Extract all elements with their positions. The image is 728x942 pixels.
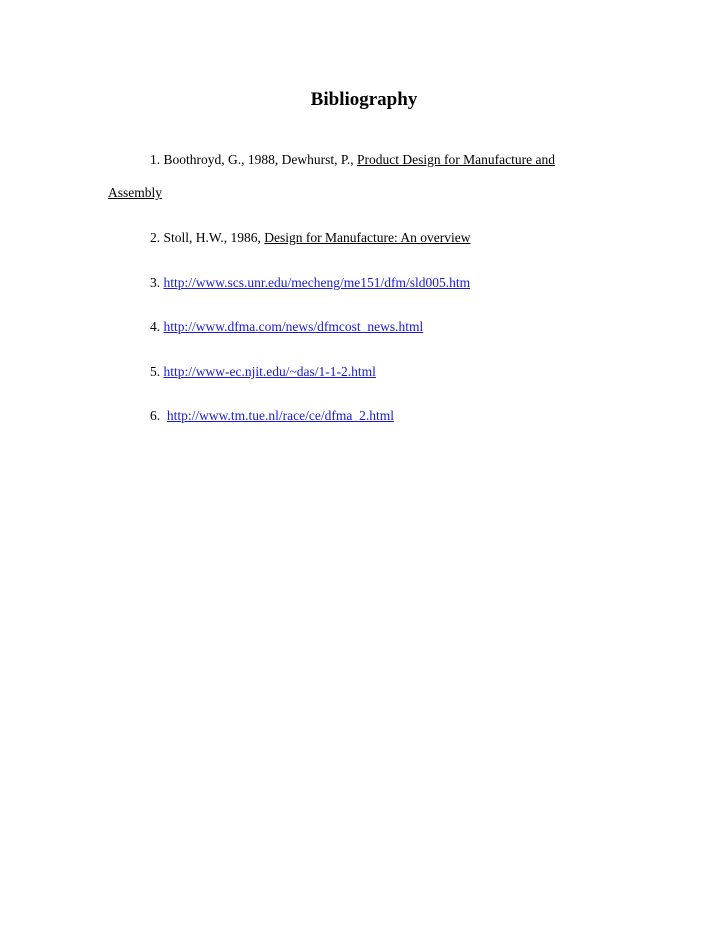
entry-work-title: Product Design for Manufacture and <box>357 152 555 167</box>
entry-number: 6. <box>150 408 161 423</box>
entry-link[interactable]: http://www-ec.njit.edu/~das/1-1-2.html <box>163 364 376 379</box>
entry-work-title: Design for Manufacture: An overview <box>264 230 471 245</box>
bibliography-entry-2 <box>108 230 628 246</box>
bibliography-entry-3 <box>108 275 628 291</box>
entry-link[interactable]: http://www.tm.tue.nl/race/ce/dfma_2.html <box>166 408 394 423</box>
bibliography-entry-5 <box>108 364 628 380</box>
bibliography-entry-4 <box>108 319 628 335</box>
entry-number: 3. <box>150 275 161 290</box>
page-title: Bibliography <box>310 89 418 110</box>
entry-authors: Stoll, H.W., 1986, <box>163 230 261 245</box>
entry-link[interactable]: http://www.dfma.com/news/dfmcost_news.html <box>163 319 424 334</box>
bibliography-entry-1-continued <box>108 185 628 201</box>
entry-link[interactable]: http://www.scs.unr.edu/mecheng/me151/dfm/sld005.htm <box>163 275 471 290</box>
entry-number: 4. <box>150 319 161 334</box>
entry-number: 1. <box>150 152 161 167</box>
entry-authors: Boothroyd, G., 1988, Dewhurst, P., <box>163 152 354 167</box>
bibliography-entry-1 <box>108 152 628 168</box>
entry-work-title-continued: Assembly <box>108 185 162 200</box>
entry-number: 5. <box>150 364 161 379</box>
bibliography-entry-6 <box>108 408 628 424</box>
entry-number: 2. <box>150 230 161 245</box>
